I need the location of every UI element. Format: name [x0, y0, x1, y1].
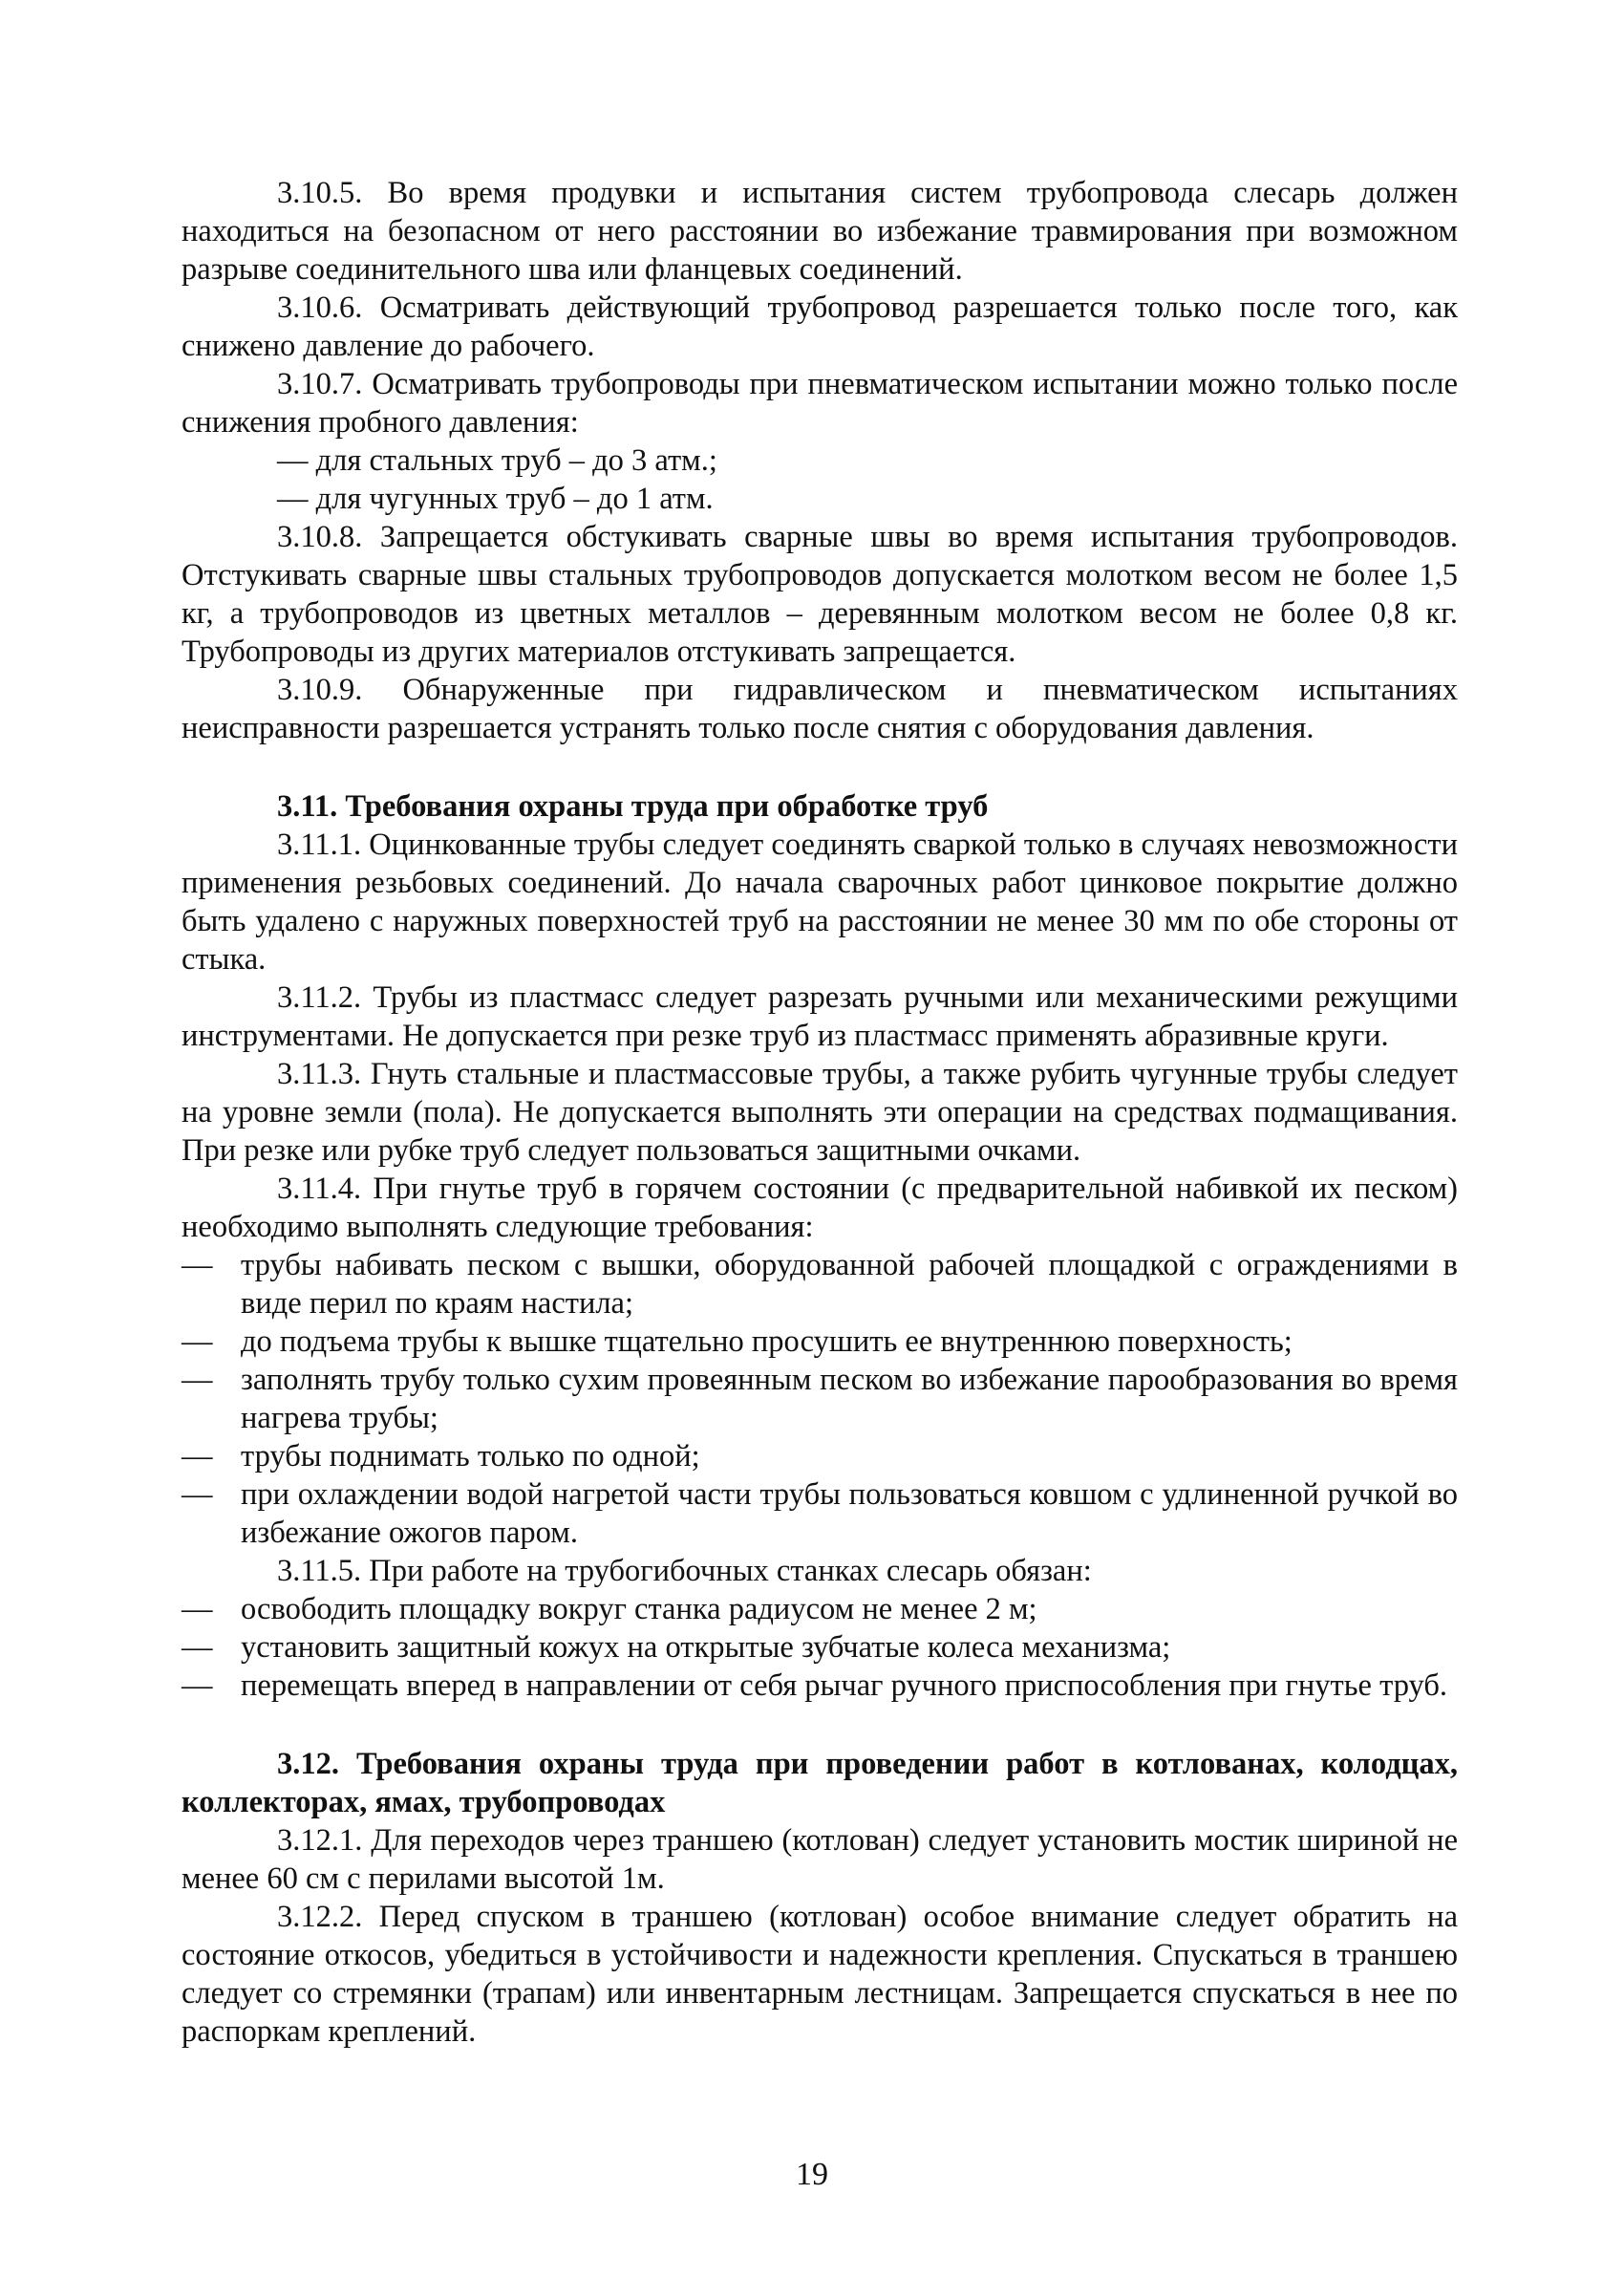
- paragraph-3-11-5: 3.11.5. При работе на трубогибочных станках слесарь обязан:: [277, 1554, 1092, 1588]
- list-item-text: трубы поднимать только по одной;: [241, 1439, 700, 1473]
- dash-mark: —: [182, 1668, 213, 1703]
- paragraph-3-11-2: 3.11.2. Трубы из пластмасс следует разрезать ручными или механическими режущими инструментами. Не допускается при резке труб из пластмасс применять абразивные круги.: [182, 980, 1458, 1053]
- list-item: — для чугунных труб – до 1 атм.: [277, 482, 714, 516]
- list-item-text: освободить площадку вокруг станка радиусом не менее 2 м;: [241, 1592, 1037, 1626]
- dash-mark: —: [182, 1477, 213, 1512]
- paragraph-3-11-1: 3.11.1. Оцинкованные трубы следует соединять сваркой только в случаях невозможности применения резьбовых соединений. До начала сварочных работ цинковое покрытие должно быть удалено с наружных поверхностей труб на расстоянии не менее 30 мм по обе стороны от стыка.: [182, 828, 1458, 977]
- paragraph-3-10-6: 3.10.6. Осматривать действующий трубопровод разрешается только после того, как снижено давление до рабочего.: [182, 290, 1458, 363]
- section-heading-3-12: 3.12. Требования охраны труда при проведении работ в котлованах, колодцах, коллекторах, ямах, трубопроводах: [182, 1747, 1458, 1819]
- paragraph-3-10-8: 3.10.8. Запрещается обстукивать сварные швы во время испытания трубопроводов. Отстукивать сварные швы стальных трубопроводов допускается молотком весом не более 1,5 кг, а трубопроводов из цветных металлов – деревянным молотком весом не более 0,8 кг. Трубопроводы из других материалов отстукивать запрещается.: [182, 520, 1458, 669]
- list-item-text: при охлаждении водой нагретой части трубы пользоваться ковшом с удлиненной ручкой во избежание ожогов паром.: [241, 1477, 1458, 1550]
- dash-mark: —: [182, 1363, 213, 1397]
- dash-mark: —: [182, 1630, 213, 1665]
- list-item: [182, 1437, 1458, 1475]
- dash-mark: —: [182, 1324, 213, 1359]
- dash-mark: —: [182, 1592, 213, 1626]
- paragraph-3-10-7: 3.10.7. Осматривать трубопроводы при пневматическом испытании можно только после снижения пробного давления:: [182, 367, 1458, 440]
- paragraph-3-12-2: 3.12.2. Перед спуском в траншею (котлован) особое внимание следует обратить на состояние откосов, убедиться в устойчивости и надежности крепления. Спускаться в траншею следует со стремянки (трапам) или инвентарным лестницам. Запрещается спускаться в нее по распоркам креплений.: [182, 1900, 1458, 2049]
- list-item-text: трубы набивать песком с вышки, оборудованной рабочей площадкой с ограждениями в виде перил по краям настила;: [241, 1248, 1458, 1321]
- dash-mark: —: [182, 1248, 213, 1282]
- list-item-text: перемещать вперед в направлении от себя рычаг ручного приспособления при гнутье труб.: [241, 1668, 1447, 1703]
- list-item-text: заполнять трубу только сухим провеянным песком во избежание парообразования во время нагрева трубы;: [241, 1363, 1458, 1435]
- list-item: [182, 1246, 1458, 1323]
- list-item-text: установить защитный кожух на открытые зубчатые колеса механизма;: [241, 1630, 1171, 1665]
- list-item: — для стальных труб – до 3 атм.;: [277, 443, 717, 478]
- section-heading-3-11: 3.11. Требования охраны труда при обработке труб: [277, 789, 989, 824]
- paragraph-3-11-4: 3.11.4. При гнутье труб в горячем состоянии (с предварительной набивкой их песком) необходимо выполнять следующие требования:: [182, 1172, 1458, 1244]
- document-page: [182, 174, 1458, 2051]
- list-item: [182, 1628, 1458, 1667]
- dash-mark: —: [182, 1439, 213, 1473]
- list-item: [182, 1590, 1458, 1628]
- list-item: [182, 1361, 1458, 1437]
- list-item-text: до подъема трубы к вышке тщательно просушить ее внутреннюю поверхность;: [241, 1324, 1293, 1359]
- paragraph-3-10-5: 3.10.5. Во время продувки и испытания систем трубопровода слесарь должен находиться на безопасном от него расстоянии во избежание травмирования при возможном разрыве соединительного шва или фланцевых соединений.: [182, 176, 1458, 287]
- paragraph-3-10-9: 3.10.9. Обнаруженные при гидравлическом и пневматическом испытаниях неисправности разрешается устранять только после снятия с оборудования давления.: [182, 673, 1458, 745]
- list-item: [182, 1323, 1458, 1361]
- list-item: [182, 1475, 1458, 1552]
- page-number: 19: [796, 2157, 828, 2192]
- paragraph-3-11-3: 3.11.3. Гнуть стальные и пластмассовые трубы, а также рубить чугунные трубы следует на уровне земли (пола). Не допускается выполнять эти операции на средствах подмащивания. При резке или рубке труб следует пользоваться защитными очками.: [182, 1057, 1458, 1168]
- list-item: [182, 1667, 1458, 1705]
- paragraph-3-12-1: 3.12.1. Для переходов через траншею (котлован) следует установить мостик шириной не менее 60 см с перилами высотой 1м.: [182, 1823, 1458, 1896]
